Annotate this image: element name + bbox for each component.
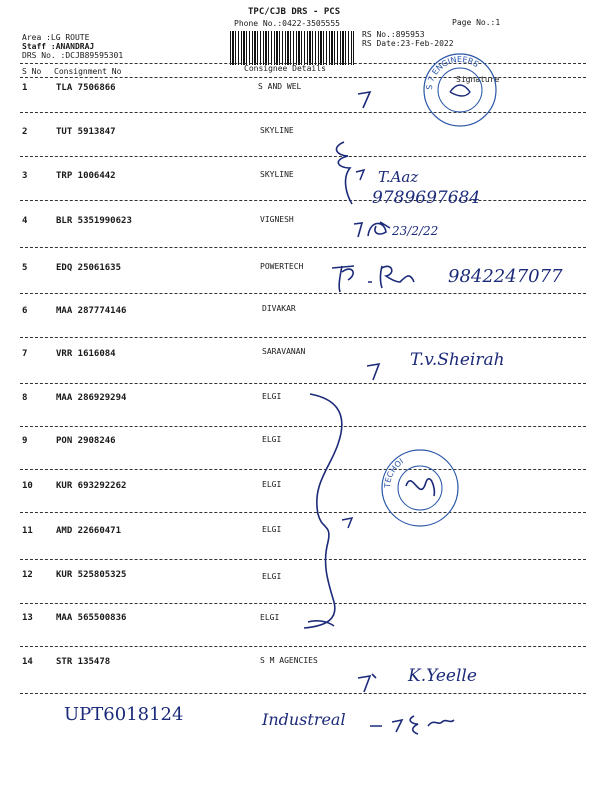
row-divider [20,337,586,338]
row-divider [20,247,586,248]
row-8-sno: 8 [22,393,28,403]
row-2-consignment: TUT 5913847 [56,127,116,137]
handwritten-extra-consignment: UPT6018124 [64,704,184,725]
drs-number: DRS No. :DCJB89595301 [22,51,124,60]
row-9-sno: 9 [22,436,28,446]
row-9-consignment: PON 2908246 [56,436,116,446]
row-7-sno: 7 [22,349,28,359]
row-3-consignee: SKYLINE [260,170,294,179]
row-10-sno: 10 [22,481,33,491]
row-5-consignee: POWERTECH [260,262,304,271]
header-bottom-rule [20,77,586,78]
row-12-consignment: KUR 525805325 [56,570,127,580]
row-divider [20,112,586,113]
row-1-consignee: S AND WEL [258,82,302,91]
row-11-consignment: AMD 22660471 [56,526,122,536]
row-4-consignee: VIGNESH [260,215,294,224]
row-4-consignment: BLR 5351990623 [56,216,132,226]
row-5-consignment: EDQ 25061635 [56,263,122,273]
row-11-sno: 11 [22,526,33,536]
barcode [230,31,354,65]
row-10-consignment: KUR 693292262 [56,481,127,491]
stamp-1-text: S 7 ENGINEERS [424,54,481,91]
row-2-consignee: SKYLINE [260,126,294,135]
row-12-consignee: ELGI [262,572,282,581]
row-divider [20,383,586,384]
staff-label: Staff :ANANDRAJ [22,42,95,51]
area-label: Area :LG ROUTE [22,33,90,42]
row-4-sno: 4 [22,216,28,226]
row-13-consignment: MAA 565500836 [56,613,127,623]
row-13-sno: 13 [22,613,33,623]
col-consignee: Consignee Details [244,64,326,73]
phone-number: Phone No.:0422-3505555 [234,19,340,28]
company-stamp [420,50,500,130]
row-5-sno: 5 [22,263,28,273]
row-divider [20,200,586,201]
row-8-consignment: MAA 286929294 [56,393,127,403]
tick-mark [364,360,384,384]
row-14-sno: 14 [22,657,33,667]
rs-date: RS Date:23-Feb-2022 [362,39,454,48]
handwritten-name-2: T.v.Sheirah [410,350,505,370]
handwritten-phone-1: 9789697684 [372,188,481,208]
row-2-sno: 2 [22,127,28,137]
page-number: Page No.:1 [452,18,501,27]
row-7-consignee: SARAVANAN [262,347,306,356]
received-stamp [378,446,462,530]
row-divider [20,693,586,694]
row-14-consignment: STR 135478 [56,657,111,667]
row-12-sno: 12 [22,570,33,580]
tick-mark [356,672,380,696]
handwritten-extra-consignee: Industreal [262,710,346,729]
row-8-consignee: ELGI [262,392,282,401]
row-10-consignee: ELGI [262,480,282,489]
row-divider [20,156,586,157]
tick-mark [355,88,375,112]
row-divider [20,293,586,294]
row-3-sno: 3 [22,171,28,181]
handwritten-phone-2: 9842247077 [448,266,563,287]
rs-number: RS No.:895953 [362,30,425,39]
row-6-sno: 6 [22,306,28,316]
row-13-consignee: ELGI [260,613,280,622]
svg-text:TECHOI [383,457,405,489]
row-9-consignee: ELGI [262,435,282,444]
svg-text:S 7 ENGINEERS [425,55,480,90]
signature-stroke [368,712,458,742]
row-6-consignee: DIVAKAR [262,304,296,313]
handwritten-name-3: K.Yeelle [408,666,477,686]
row-14-consignee: S M AGENCIES [260,656,318,665]
row-11-consignee: ELGI [262,525,282,534]
handwritten-date: 23/2/22 [392,224,439,238]
handwritten-name-1: T.Aaz [378,168,419,186]
signature-stroke [328,256,438,296]
signature-stroke [352,216,392,246]
bracket-stroke [290,392,360,632]
col-consignment: Consignment No [54,67,122,76]
col-sno: S No [22,67,42,76]
row-1-sno: 1 [22,83,28,93]
row-3-consignment: TRP 1006442 [56,171,116,181]
row-7-consignment: VRR 1616084 [56,349,116,359]
row-1-consignment: TLA 7506866 [56,83,116,93]
stamp-2-text: TECHOI [382,456,406,489]
page-title: TPC/CJB DRS - PCS [248,7,341,17]
signature-stroke [328,138,368,208]
row-6-consignment: MAA 287774146 [56,306,127,316]
row-divider [20,646,586,647]
col-signature: Signature [456,75,500,84]
